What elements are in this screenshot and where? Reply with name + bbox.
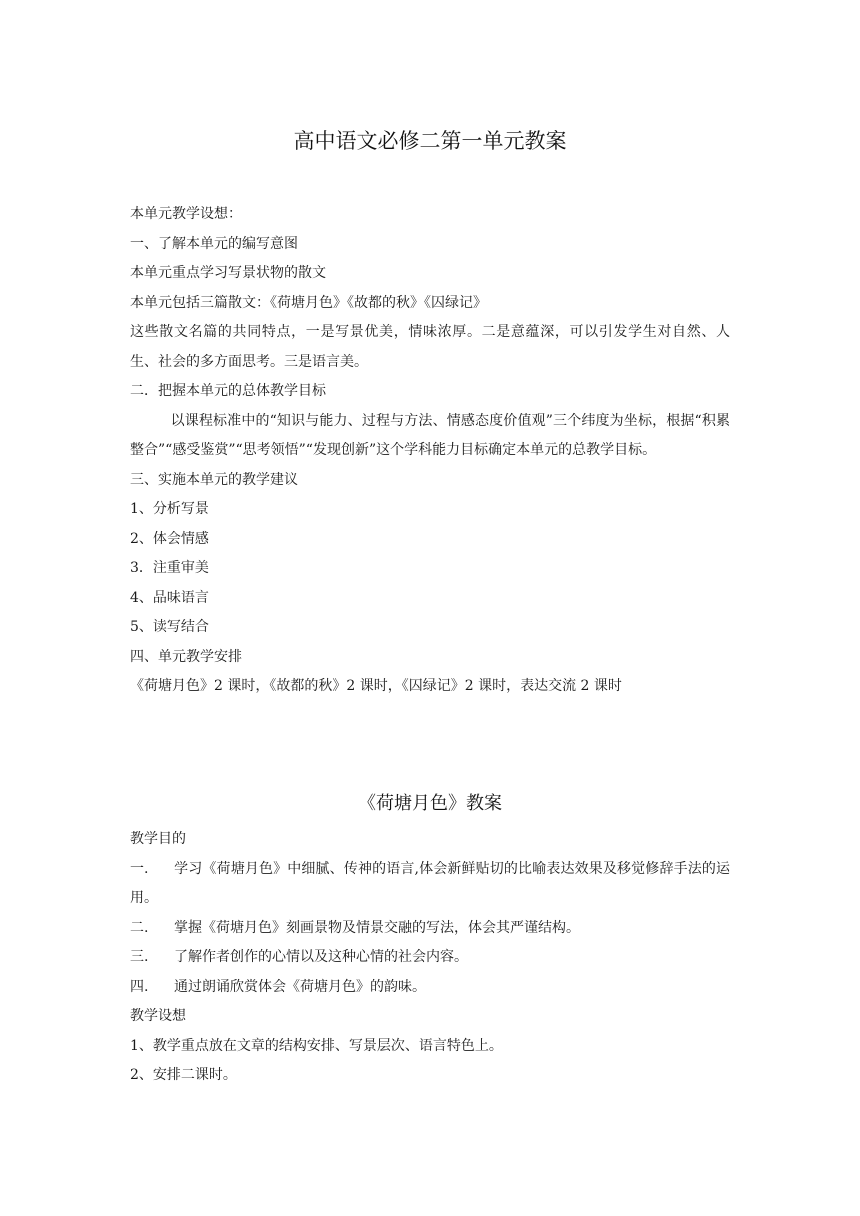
objective-item (130, 914, 730, 944)
objective-text: 学习《荷塘月色》中细腻、传神的语言,体会新鲜贴切的比喻表达效果及移觉修辞手法的运用。 (130, 860, 730, 906)
objectives-heading: 教学目的 (130, 831, 186, 847)
schedule-heading: 四、单元教学安排 (130, 648, 242, 665)
suggest-heading: 三、实施本单元的教学建议 (130, 471, 298, 488)
intro-line: 一、了解本单元的编写意图 (130, 235, 298, 252)
features-paragraph: 这些散文名篇的共同特点，一是写景优美，情味浓厚。二是意蕴深，可以引发学生对自然、人生、社会的多方面思考。三是语言美。 (130, 324, 730, 370)
plan-heading: 教学设想 (130, 1008, 186, 1024)
schedule-text: 《荷塘月色》2 课时，《故都的秋》2 课时，《囚绿记》2 课时，表达交流 2 课时 (130, 678, 622, 694)
objective-text: 了解作者创作的心情以及这种心情的社会内容。 (174, 949, 468, 965)
lesson-plan-section (130, 825, 730, 1091)
suggestion-item: 2、体会情感 (130, 530, 209, 547)
intro-line: 本单元教学设想： (130, 206, 242, 222)
objective-number: 三. (130, 949, 149, 965)
objective-number: 二. (130, 919, 149, 936)
objective-item (130, 943, 730, 973)
unit-plan-section (130, 200, 730, 702)
goal-heading: 二．把握本单元的总体教学目标 (130, 383, 326, 399)
intro-line: 本单元包括三篇散文：《荷塘月色》《故都的秋》《囚绿记》 (130, 294, 487, 311)
lesson-title: 《荷塘月色》教案 (358, 793, 502, 814)
suggestion-item: 1、分析写景 (130, 501, 209, 517)
suggestion-item: 4、品味语言 (130, 589, 209, 606)
objective-number: 四. (130, 978, 149, 995)
intro-line: 本单元重点学习写景状物的散文 (130, 265, 326, 281)
suggestion-item: 5、读写结合 (130, 619, 209, 635)
suggestion-item: 3．注重审美 (130, 560, 209, 576)
objective-text: 通过朗诵欣赏体会《荷塘月色》的韵味。 (174, 978, 426, 995)
objective-item (130, 855, 730, 914)
objective-text: 掌握《荷塘月色》刻画景物及情景交融的写法，体会其严谨结构。 (174, 919, 580, 936)
plan-item: 1、教学重点放在文章的结构安排、写景层次、语言特色上。 (130, 1037, 503, 1054)
document-title: 高中语文必修二第一单元教案 (293, 129, 567, 153)
goal-paragraph: 以课程标准中的“知识与能力、过程与方法、情感态度价值观”三个纬度为坐标，根据“积累整合”“感受鉴赏”“思考领悟”“发现创新”这个学科能力目标确定本单元的总教学目标。 (130, 412, 730, 458)
objective-item (130, 973, 730, 1003)
plan-item: 2、安排二课时。 (130, 1067, 237, 1083)
objective-number: 一. (130, 860, 149, 877)
document-page (130, 0, 730, 1216)
